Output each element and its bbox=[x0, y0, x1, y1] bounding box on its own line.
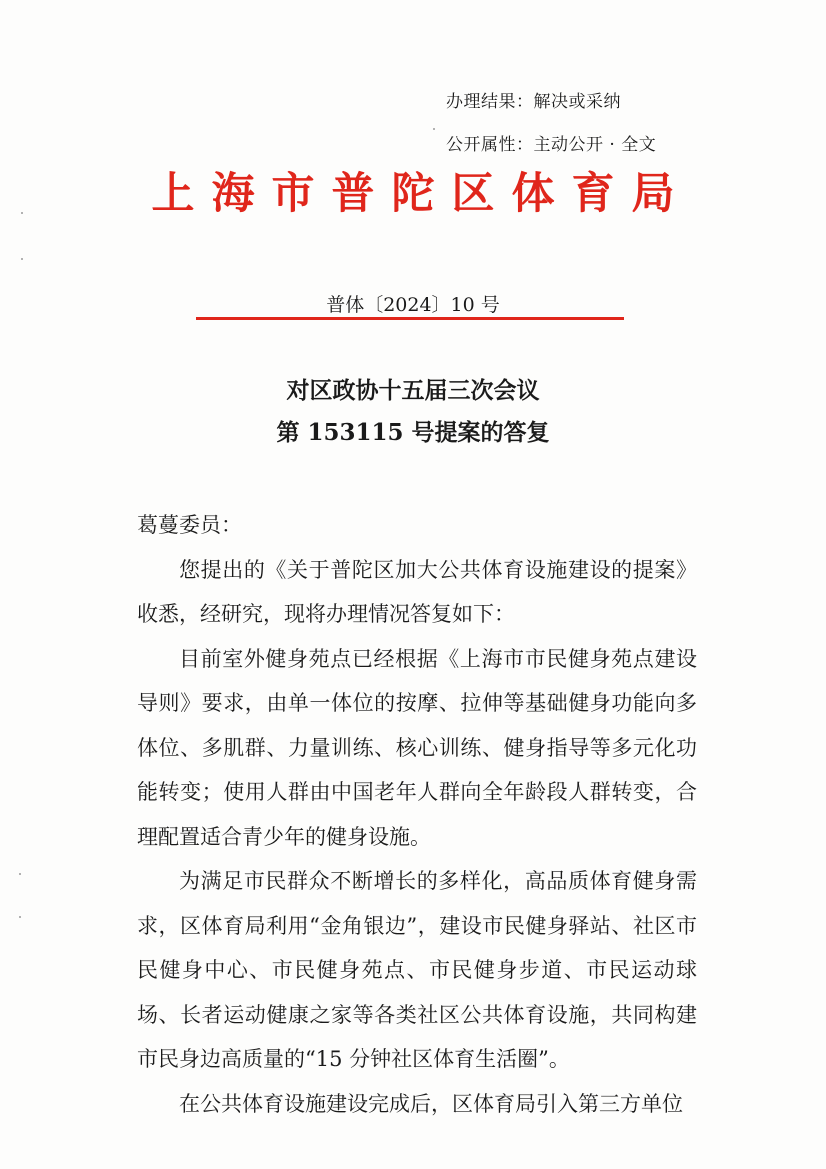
salutation: 葛蔓委员： bbox=[137, 513, 242, 537]
reply-title-line-1: 对区政协十五届三次会议 bbox=[286, 377, 540, 404]
handling-result-label: 办理结果：解决或采纳 bbox=[446, 92, 621, 112]
scan-speck bbox=[19, 916, 21, 918]
letter-body bbox=[137, 503, 697, 1126]
red-divider-line bbox=[196, 317, 624, 320]
reply-title-line-2: 第 153115 号提案的答复 bbox=[276, 419, 550, 446]
paragraph-3: 为满足市民群众不断增长的多样化，高品质体育健身需求，区体育局利用“金角银边”，建设市民健身驿站、社区市民健身中心、市民健身苑点、市民健身步道、市民运动球场、长者运动健康之家等各类社区公共体育设施，共同构建市民身边高质量的“15 分钟社区体育生活圈”。 bbox=[137, 869, 697, 1071]
paragraph-1: 您提出的《关于普陀区加大公共体育设施建设的提案》收悉，经研究，现将办理情况答复如下： bbox=[137, 557, 697, 626]
scan-speck bbox=[21, 258, 23, 260]
paragraph-2: 目前室外健身苑点已经根据《上海市市民健身苑点建设导则》要求，由单一体位的按摩、拉伸等基础健身功能向多体位、多肌群、力量训练、核心训练、健身指导等多元化功能转变；使用人群由中国老年人群向全年龄段人群转变，合理配置适合青少年的健身设施。 bbox=[137, 646, 697, 849]
disclosure-label: 公开属性：主动公开 · 全文 bbox=[446, 135, 657, 155]
scan-speck bbox=[433, 128, 435, 130]
document-number: 普体〔2024〕10 号 bbox=[326, 294, 500, 316]
issuing-org-title: 上海市普陀区体育局 bbox=[151, 169, 692, 219]
paragraph-4: 在公共体育设施建设完成后，区体育局引入第三方单位 bbox=[179, 1091, 683, 1116]
scan-speck bbox=[21, 212, 23, 214]
scan-speck bbox=[19, 873, 21, 875]
